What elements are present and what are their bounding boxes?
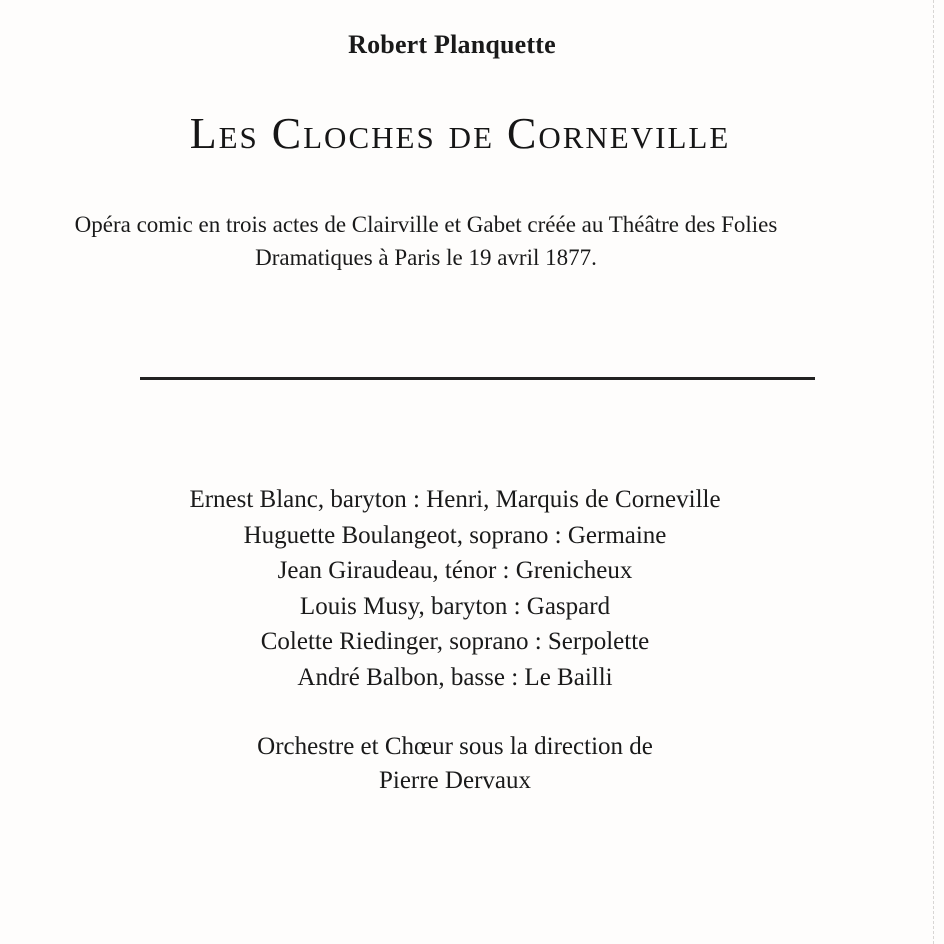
opera-title: Les Cloches de Corneville — [189, 109, 731, 158]
divider-rule — [140, 377, 815, 380]
composer-name: Robert Planquette — [348, 30, 556, 59]
cast-row: Jean Giraudeau, ténor : Grenicheux — [277, 557, 633, 584]
cast-list — [0, 482, 910, 695]
description-line-1: Opéra comic en trois actes de Clairville et Gabet créée au Théâtre des Folies — [74, 212, 778, 237]
description-line-2: Dramatiques à Paris le 19 avril 1877. — [255, 245, 597, 270]
fold-line — [932, 0, 934, 944]
cast-row: Ernest Blanc, baryton : Henri, Marquis de Corneville — [189, 486, 721, 513]
cast-row: André Balbon, basse : Le Bailli — [297, 663, 613, 691]
cast-row: Huguette Boulangeot, soprano : Germaine — [243, 521, 667, 549]
cast-row: Colette Riedinger, soprano : Serpolette — [260, 628, 650, 655]
conductor-name: Pierre Dervaux — [378, 767, 531, 794]
cast-row: Louis Musy, baryton : Gaspard — [299, 592, 611, 620]
orchestra-line-1: Orchestre et Chœur sous la direction de — [257, 733, 653, 760]
orchestra-credit — [0, 730, 910, 798]
opera-description — [0, 208, 852, 274]
